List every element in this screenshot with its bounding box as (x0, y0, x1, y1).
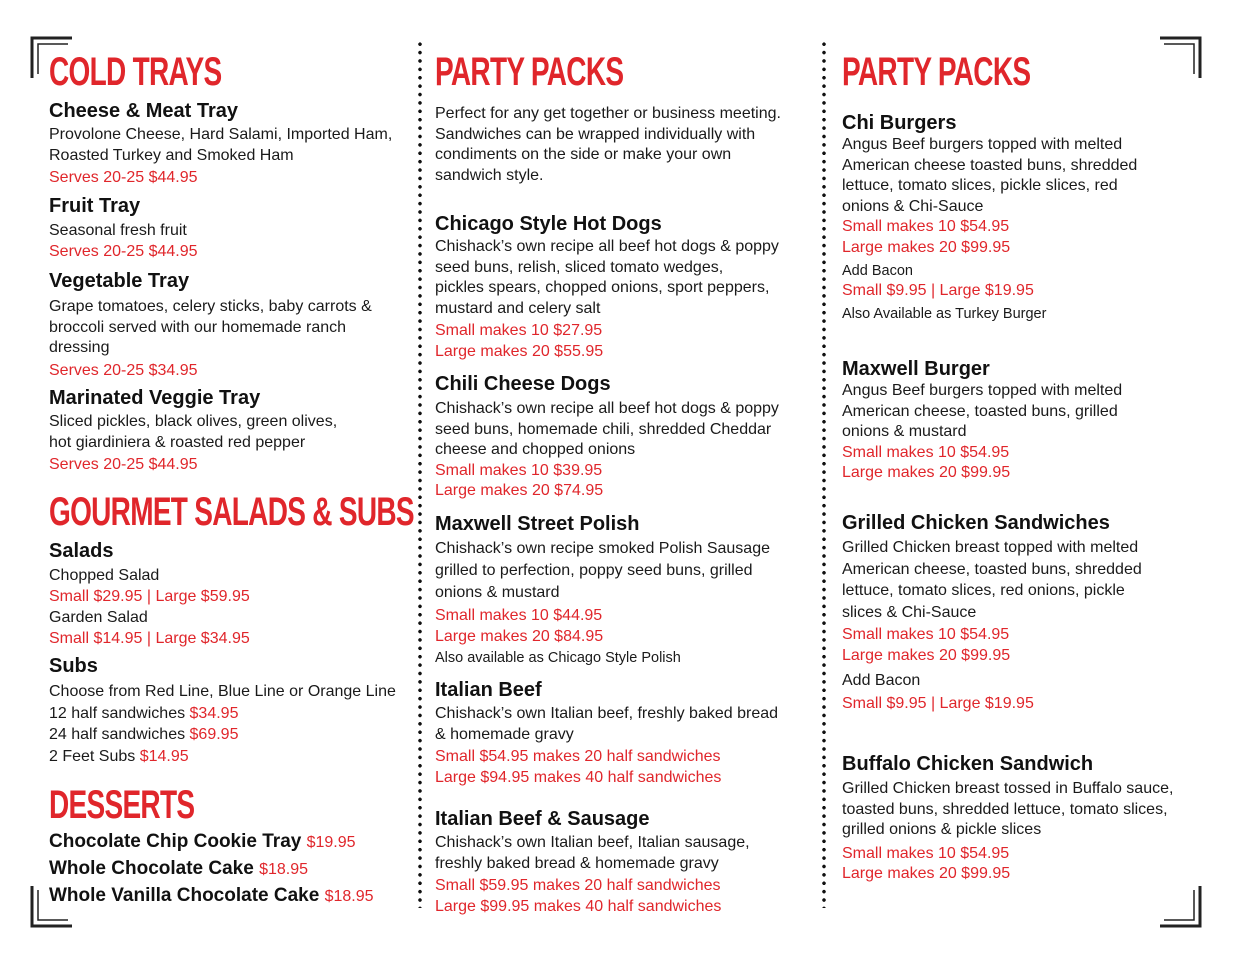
item-desc: Chishack’s own Italian beef, Italian sausage, freshly baked bread & homemade gravy (435, 834, 750, 872)
subs-desc: Choose from Red Line, Blue Line or Orange Line (49, 683, 396, 700)
corner-bracket-bottom-right (1158, 884, 1202, 928)
item-note: Also available as Chicago Style Polish (435, 650, 681, 666)
addon-label: Add Bacon (842, 672, 921, 689)
desserts-title: DESSERTS (49, 783, 195, 827)
item-name: Maxwell Burger (842, 358, 990, 380)
item-price: Serves 20-25 $44.95 (49, 242, 198, 260)
item-name: Grilled Chicken Sandwiches (842, 512, 1110, 534)
subs-option: 2 Feet Subs $14.95 (49, 747, 189, 765)
item-desc: Angus Beef burgers topped with melted American cheese, toasted buns, grilled onions & mustard (842, 382, 1123, 440)
item-name: Vegetable Tray (49, 270, 190, 292)
menu-item-italian-beef (435, 679, 815, 788)
party-packs-title-middle: PARTY PACKS (435, 50, 624, 94)
item-desc: Provolone Cheese, Hard Salami, Imported Ham, Roasted Turkey and Smoked Ham (49, 126, 393, 164)
dessert-item: Chocolate Chip Cookie Tray $19.95 (49, 831, 356, 852)
item-price: Serves 20-25 $44.95 (49, 456, 198, 473)
item-desc: Grilled Chicken breast topped with melted American cheese, toasted buns, shredded lettuce, tomato slices, red onions, pickle slices & Chi-Sauce (842, 539, 1142, 621)
item-name: Italian Beef (435, 679, 542, 701)
item-desc: Chishack’s own recipe all beef hot dogs & poppy seed buns, homemade chili, shredded Cheddar cheese and chopped onions (435, 400, 779, 458)
item-name: Chicago Style Hot Dogs (435, 213, 662, 235)
addon-price: Small $9.95 | Large $19.95 (842, 282, 1034, 299)
item-desc: Sliced pickles, black olives, green olives, hot giardiniera & roasted red pepper (49, 413, 338, 451)
item-name: Fruit Tray (49, 195, 141, 217)
item-desc: Chishack’s own Italian beef, freshly baked bread & homemade gravy (435, 705, 779, 743)
item-prices: Small makes 10 $39.95 Large makes 20 $74.95 (435, 461, 604, 499)
menu-item-maxwell-burger (842, 358, 1202, 484)
item-prices: Small $54.95 makes 20 half sandwiches Large $94.95 makes 40 half sandwiches (435, 748, 722, 786)
item-prices: Small makes 10 $54.95 Large makes 20 $99.95 (842, 218, 1011, 256)
party-packs-intro: Perfect for any get together or business meeting. Sandwiches can be wrapped individually with condiments on the side or make your own sandwich style. (435, 105, 781, 184)
subs-option: 24 half sandwiches $69.95 (49, 726, 239, 743)
menu-item-maxwell-street-polish (435, 513, 815, 668)
addon-label: Add Bacon (842, 263, 913, 279)
item-price: Serves 20-25 $44.95 (49, 169, 198, 186)
subs-option: 12 half sandwiches $34.95 (49, 704, 239, 722)
item-desc: Chishack’s own recipe smoked Polish Sausage grilled to perfection, poppy seed buns, grilled onions & mustard (435, 540, 770, 601)
item-prices: Small $59.95 makes 20 half sandwiches Large $99.95 makes 40 half sandwiches (435, 877, 722, 915)
gourmet-salads-subs-title: GOURMET SALADS & SUBS (49, 490, 414, 534)
item-name: Cheese & Meat Tray (49, 100, 238, 122)
menu-item-chili-cheese-dogs (435, 373, 815, 502)
subs-section (49, 655, 419, 767)
dessert-item: Whole Vanilla Chocolate Cake $18.95 (49, 885, 374, 906)
menu-item-buffalo-chicken-sandwich (842, 753, 1202, 885)
menu-item-italian-beef-sausage (435, 808, 815, 917)
item-desc: Chishack’s own recipe all beef hot dogs & poppy seed buns, relish, sliced tomato wedges, pickles spears, chopped onions, sport peppers, mustard and celery salt (435, 238, 779, 317)
salads-section (49, 540, 419, 649)
menu-item-chi-burgers (842, 112, 1202, 324)
chopped-salad-price: Small $29.95 | Large $59.95 (49, 587, 250, 605)
item-desc: Angus Beef burgers topped with melted American cheese toasted buns, shredded lettuce, tomato slices, pickle slices, red onions & Chi-Sauce (842, 136, 1138, 215)
menu-item-vegetable-tray (49, 270, 419, 381)
dessert-item: Whole Chocolate Cake $18.95 (49, 858, 309, 879)
cold-trays-title: COLD TRAYS (49, 50, 222, 94)
item-price: Serves 20-25 $34.95 (49, 361, 198, 379)
chopped-salad-name: Chopped Salad (49, 567, 160, 584)
menu-item-chicago-hot-dogs (435, 213, 815, 362)
column-divider-right (822, 40, 826, 908)
item-desc: Seasonal fresh fruit (49, 222, 187, 239)
menu-item-fruit-tray (49, 195, 419, 262)
menu-item-marinated-veggie-tray (49, 387, 419, 476)
salads-heading: Salads (49, 540, 114, 562)
item-prices: Small makes 10 $27.95 Large makes 20 $55.95 (435, 322, 604, 360)
addon-price: Small $9.95 | Large $19.95 (842, 694, 1034, 712)
item-desc: Grilled Chicken breast tossed in Buffalo sauce, toasted buns, shredded lettuce, tomato slices, grilled onions & pickle slices (842, 780, 1174, 838)
item-prices: Small makes 10 $44.95 Large makes 20 $84.95 (435, 607, 604, 645)
item-prices: Small makes 10 $54.95 Large makes 20 $99.95 (842, 844, 1011, 882)
item-name: Italian Beef & Sausage (435, 808, 650, 830)
item-note: Also Available as Turkey Burger (842, 305, 1047, 322)
menu-item-grilled-chicken-sandwiches (842, 512, 1202, 714)
item-name: Maxwell Street Polish (435, 513, 640, 535)
subs-heading: Subs (49, 655, 98, 677)
item-name: Buffalo Chicken Sandwich (842, 753, 1094, 775)
party-packs-title-right: PARTY PACKS (842, 50, 1031, 94)
menu-item-cheese-meat-tray (49, 100, 419, 189)
corner-bracket-top-right (1158, 36, 1202, 80)
garden-salad-name: Garden Salad (49, 609, 148, 626)
desserts-list (49, 829, 419, 910)
garden-salad-price: Small $14.95 | Large $34.95 (49, 629, 250, 647)
item-name: Marinated Veggie Tray (49, 387, 261, 409)
item-desc: Grape tomatoes, celery sticks, baby carrots & broccoli served with our homemade ranch dressing (49, 298, 372, 356)
item-name: Chi Burgers (842, 112, 957, 134)
item-name: Chili Cheese Dogs (435, 373, 611, 395)
item-prices: Small makes 10 $54.95 Large makes 20 $99.95 (842, 443, 1011, 481)
item-prices: Small makes 10 $54.95 Large makes 20 $99.95 (842, 626, 1011, 664)
